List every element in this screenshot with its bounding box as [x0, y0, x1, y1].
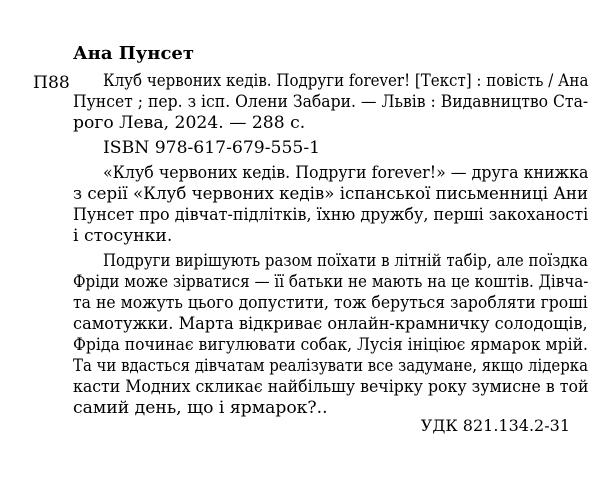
annotation-p2-line-8: самий день, що і ярмарок?..: [73, 398, 328, 418]
bibliographic-line-2: Пунсет ; пер. з ісп. Олени Забари. — Львів : Видавництво Ста-: [73, 92, 589, 112]
annotation-p2-line-7: касти Модних скликає найбільшу вечірку року зумисне в той: [73, 377, 589, 397]
annotation-p1-line-1: «Клуб червоних кедів. Подруги forever!» — друга книжка: [103, 163, 589, 183]
bibliographic-line-3: рого Лева, 2024. — 288 с.: [73, 113, 306, 133]
classification-code: П88: [33, 73, 70, 93]
udk-code: УДК 821.134.2-31: [420, 416, 570, 435]
annotation-p2-line-1: Подруги вирішують разом поїхати в літній табір, але поїздка: [103, 251, 588, 271]
annotation-p2-line-5: Фріда починає вигулювати собак, Лусія ініціює ярмарок мрій.: [73, 335, 588, 355]
annotation-p2-line-3: та не можуть цього допустити, тож беруться заробляти гроші: [73, 293, 588, 313]
annotation-p2-line-2: Фріди може зірватися — її батьки не мають на це коштів. Дівча-: [73, 272, 589, 292]
annotation-p1-line-2: з серії «Клуб червоних кедів» іспанської письменниці Ани: [73, 184, 589, 204]
author-name: Ана Пунсет: [73, 43, 195, 64]
isbn: ISBN 978-617-679-555-1: [103, 138, 321, 158]
bibliographic-line-1: Клуб червоних кедів. Подруги forever! [Текст] : повість / Ана: [103, 71, 589, 91]
annotation-p1-line-3: Пунсет про дівчат-підлітків, їхню дружбу, перші закоханості: [73, 205, 589, 225]
annotation-p2-line-6: Та чи вдасться дівчатам реалізувати все задумане, якщо лідерка: [73, 356, 588, 376]
annotation-p1-line-4: і стосунки.: [73, 226, 173, 246]
annotation-p2-line-4: самотужки. Марта відкриває онлайн-крамничку солодощів,: [73, 314, 588, 334]
